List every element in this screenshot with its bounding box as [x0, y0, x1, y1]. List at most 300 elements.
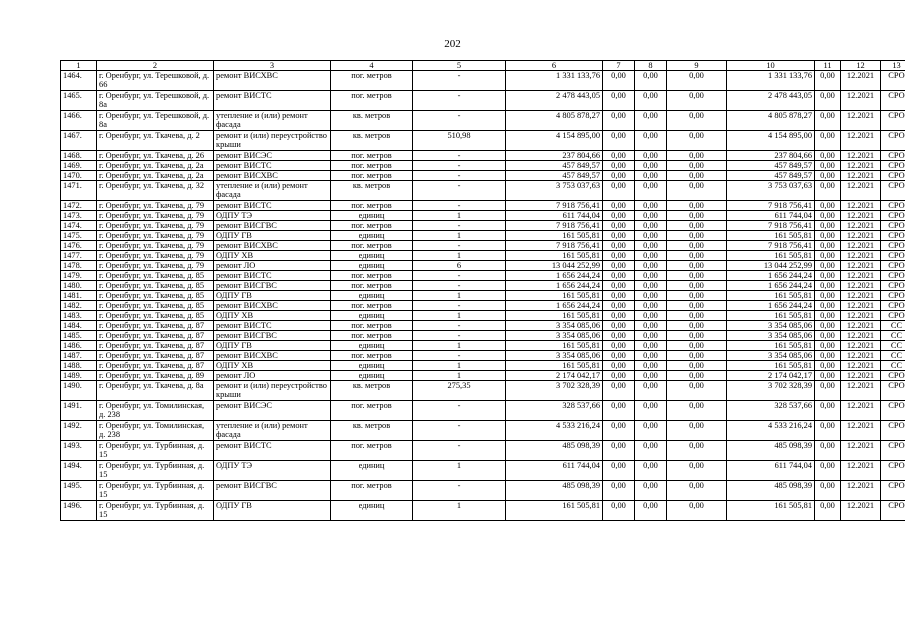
quantity-cell: 1: [413, 461, 506, 481]
work-type-cell: ремонт ВИСГВС: [214, 281, 331, 291]
quantity-cell: -: [413, 111, 506, 131]
completion-date-cell: 12.2021: [841, 221, 881, 231]
completion-date-cell: 12.2021: [841, 461, 881, 481]
header-cell-fund-method: 13: [881, 61, 905, 71]
fund-owners-cell: 1 331 133,76: [727, 71, 815, 91]
fund-method-cell: СРО: [881, 181, 905, 201]
table-row: [61, 241, 905, 251]
work-type-cell: ОДПУ ХВ: [214, 311, 331, 321]
quantity-cell: -: [413, 301, 506, 311]
fund-local-cell: 0,00: [667, 131, 727, 151]
work-type-cell: ремонт и (или) переустройство крыши: [214, 131, 331, 151]
fund-regional-cell: 0,00: [635, 401, 667, 421]
fund-other-cell: 0,00: [815, 421, 841, 441]
fund-owners-cell: 2 478 443,05: [727, 91, 815, 111]
work-type-cell: ремонт ВИСТС: [214, 271, 331, 281]
address-cell: г. Оренбург, ул. Ткачева, д. 2а: [97, 171, 214, 181]
fund-local-cell: 0,00: [667, 201, 727, 211]
fund-other-cell: 0,00: [815, 71, 841, 91]
fund-regional-cell: 0,00: [635, 111, 667, 131]
fund-local-cell: 0,00: [667, 241, 727, 251]
work-type-cell: ремонт ВИСГВС: [214, 221, 331, 231]
total-cost-cell: 2 478 443,05: [506, 91, 603, 111]
unit-cell: кв. метров: [331, 131, 413, 151]
row-number-cell: 1493.: [61, 441, 97, 461]
fund-method-cell: СРО: [881, 441, 905, 461]
table-row: [61, 351, 905, 361]
completion-date-cell: 12.2021: [841, 171, 881, 181]
total-cost-cell: 485 098,39: [506, 481, 603, 501]
table-row: [61, 251, 905, 261]
row-number-cell: 1482.: [61, 301, 97, 311]
fund-local-cell: 0,00: [667, 181, 727, 201]
address-cell: г. Оренбург, ул. Ткачева, д. 2а: [97, 161, 214, 171]
unit-cell: пог. метров: [331, 161, 413, 171]
fund-regional-cell: 0,00: [635, 461, 667, 481]
fund-method-cell: СРО: [881, 171, 905, 181]
fund-method-cell: СС: [881, 321, 905, 331]
fund-method-cell: СРО: [881, 281, 905, 291]
fund-federal-cell: 0,00: [603, 401, 635, 421]
quantity-cell: -: [413, 161, 506, 171]
fund-local-cell: 0,00: [667, 151, 727, 161]
work-type-cell: ОДПУ ГВ: [214, 341, 331, 351]
fund-federal-cell: 0,00: [603, 131, 635, 151]
completion-date-cell: 12.2021: [841, 301, 881, 311]
work-type-cell: ремонт ВИСТС: [214, 91, 331, 111]
fund-other-cell: 0,00: [815, 291, 841, 301]
fund-local-cell: 0,00: [667, 501, 727, 521]
table-row: [61, 281, 905, 291]
work-type-cell: ремонт ВИСТС: [214, 321, 331, 331]
fund-federal-cell: 0,00: [603, 221, 635, 231]
total-cost-cell: 2 174 042,17: [506, 371, 603, 381]
table-row: [61, 211, 905, 221]
address-cell: г. Оренбург, ул. Ткачева, д. 87: [97, 361, 214, 371]
fund-method-cell: СРО: [881, 421, 905, 441]
quantity-cell: 1: [413, 251, 506, 261]
header-cell-fund-owners: 10: [727, 61, 815, 71]
work-type-cell: утепление и (или) ремонт фасада: [214, 421, 331, 441]
fund-regional-cell: 0,00: [635, 181, 667, 201]
fund-method-cell: СРО: [881, 201, 905, 211]
address-cell: г. Оренбург, ул. Ткачева, д. 85: [97, 271, 214, 281]
table-row: [61, 201, 905, 211]
fund-other-cell: 0,00: [815, 181, 841, 201]
fund-method-cell: СРО: [881, 251, 905, 261]
fund-regional-cell: 0,00: [635, 131, 667, 151]
fund-owners-cell: 161 505,81: [727, 231, 815, 241]
address-cell: г. Оренбург, ул. Ткачева, д. 79: [97, 241, 214, 251]
fund-regional-cell: 0,00: [635, 271, 667, 281]
unit-cell: пог. метров: [331, 221, 413, 231]
total-cost-cell: 485 098,39: [506, 441, 603, 461]
fund-method-cell: СС: [881, 361, 905, 371]
total-cost-cell: 1 656 244,24: [506, 271, 603, 281]
total-cost-cell: 328 537,66: [506, 401, 603, 421]
completion-date-cell: 12.2021: [841, 281, 881, 291]
fund-method-cell: СРО: [881, 311, 905, 321]
completion-date-cell: 12.2021: [841, 251, 881, 261]
column-number-row: [61, 61, 905, 71]
row-number-cell: 1483.: [61, 311, 97, 321]
fund-owners-cell: 611 744,04: [727, 461, 815, 481]
work-type-cell: ремонт ВИСГВС: [214, 481, 331, 501]
total-cost-cell: 3 354 085,06: [506, 351, 603, 361]
table-row: [61, 421, 905, 441]
fund-regional-cell: 0,00: [635, 361, 667, 371]
fund-other-cell: 0,00: [815, 401, 841, 421]
row-number-cell: 1484.: [61, 321, 97, 331]
completion-date-cell: 12.2021: [841, 181, 881, 201]
unit-cell: пог. метров: [331, 301, 413, 311]
completion-date-cell: 12.2021: [841, 361, 881, 371]
fund-federal-cell: 0,00: [603, 91, 635, 111]
address-cell: г. Оренбург, ул. Турбинная, д. 15: [97, 501, 214, 521]
work-type-cell: ремонт ВИСЭС: [214, 151, 331, 161]
fund-federal-cell: 0,00: [603, 271, 635, 281]
fund-local-cell: 0,00: [667, 401, 727, 421]
quantity-cell: 6: [413, 261, 506, 271]
unit-cell: кв. метров: [331, 111, 413, 131]
quantity-cell: 1: [413, 311, 506, 321]
unit-cell: единиц: [331, 231, 413, 241]
table-row: [61, 271, 905, 281]
header-cell-fund-regional: 8: [635, 61, 667, 71]
address-cell: г. Оренбург, ул. Ткачева, д. 32: [97, 181, 214, 201]
header-cell-row-number: 1: [61, 61, 97, 71]
fund-owners-cell: 237 804,66: [727, 151, 815, 161]
completion-date-cell: 12.2021: [841, 201, 881, 211]
fund-owners-cell: 1 656 244,24: [727, 301, 815, 311]
work-type-cell: утепление и (или) ремонт фасада: [214, 111, 331, 131]
address-cell: г. Оренбург, ул. Ткачева, д. 79: [97, 201, 214, 211]
row-number-cell: 1496.: [61, 501, 97, 521]
quantity-cell: -: [413, 201, 506, 211]
address-cell: г. Оренбург, ул. Турбинная, д. 15: [97, 481, 214, 501]
total-cost-cell: 161 505,81: [506, 311, 603, 321]
table-row: [61, 181, 905, 201]
fund-local-cell: 0,00: [667, 361, 727, 371]
row-number-cell: 1468.: [61, 151, 97, 161]
fund-owners-cell: 2 174 042,17: [727, 371, 815, 381]
address-cell: г. Оренбург, ул. Ткачева, д. 2: [97, 131, 214, 151]
total-cost-cell: 161 505,81: [506, 341, 603, 351]
fund-owners-cell: 485 098,39: [727, 441, 815, 461]
table-row: [61, 341, 905, 351]
fund-regional-cell: 0,00: [635, 311, 667, 321]
fund-federal-cell: 0,00: [603, 441, 635, 461]
unit-cell: единиц: [331, 211, 413, 221]
fund-regional-cell: 0,00: [635, 481, 667, 501]
unit-cell: пог. метров: [331, 281, 413, 291]
fund-other-cell: 0,00: [815, 501, 841, 521]
header-cell-fund-local: 9: [667, 61, 727, 71]
row-number-cell: 1475.: [61, 231, 97, 241]
work-type-cell: ремонт ЛО: [214, 261, 331, 271]
row-number-cell: 1467.: [61, 131, 97, 151]
fund-federal-cell: 0,00: [603, 311, 635, 321]
fund-other-cell: 0,00: [815, 261, 841, 271]
total-cost-cell: 457 849,57: [506, 171, 603, 181]
fund-other-cell: 0,00: [815, 331, 841, 341]
fund-federal-cell: 0,00: [603, 461, 635, 481]
total-cost-cell: 237 804,66: [506, 151, 603, 161]
address-cell: г. Оренбург, ул. Ткачева, д. 26: [97, 151, 214, 161]
address-cell: г. Оренбург, ул. Ткачева, д. 89: [97, 371, 214, 381]
quantity-cell: -: [413, 441, 506, 461]
work-type-cell: ОДПУ ТЭ: [214, 461, 331, 481]
unit-cell: пог. метров: [331, 481, 413, 501]
header-cell-quantity: 5: [413, 61, 506, 71]
fund-local-cell: 0,00: [667, 281, 727, 291]
address-cell: г. Оренбург, ул. Терешковой, д. 8а: [97, 91, 214, 111]
fund-other-cell: 0,00: [815, 131, 841, 151]
unit-cell: пог. метров: [331, 401, 413, 421]
quantity-cell: 1: [413, 231, 506, 241]
fund-method-cell: СРО: [881, 151, 905, 161]
fund-federal-cell: 0,00: [603, 301, 635, 311]
fund-regional-cell: 0,00: [635, 211, 667, 221]
completion-date-cell: 12.2021: [841, 341, 881, 351]
page-number: 202: [444, 38, 461, 50]
quantity-cell: 1: [413, 501, 506, 521]
fund-regional-cell: 0,00: [635, 261, 667, 271]
fund-local-cell: 0,00: [667, 301, 727, 311]
work-type-cell: ремонт и (или) переустройство крыши: [214, 381, 331, 401]
unit-cell: единиц: [331, 291, 413, 301]
fund-owners-cell: 3 753 037,63: [727, 181, 815, 201]
address-cell: г. Оренбург, ул. Ткачева, д. 79: [97, 211, 214, 221]
fund-local-cell: 0,00: [667, 341, 727, 351]
unit-cell: пог. метров: [331, 151, 413, 161]
fund-other-cell: 0,00: [815, 371, 841, 381]
unit-cell: пог. метров: [331, 201, 413, 211]
row-number-cell: 1473.: [61, 211, 97, 221]
fund-method-cell: СРО: [881, 161, 905, 171]
row-number-cell: 1474.: [61, 221, 97, 231]
fund-regional-cell: 0,00: [635, 241, 667, 251]
total-cost-cell: 161 505,81: [506, 291, 603, 301]
total-cost-cell: 457 849,57: [506, 161, 603, 171]
fund-other-cell: 0,00: [815, 161, 841, 171]
quantity-cell: -: [413, 171, 506, 181]
fund-regional-cell: 0,00: [635, 291, 667, 301]
fund-regional-cell: 0,00: [635, 231, 667, 241]
fund-federal-cell: 0,00: [603, 481, 635, 501]
fund-other-cell: 0,00: [815, 171, 841, 181]
table-row: [61, 261, 905, 271]
fund-owners-cell: 1 656 244,24: [727, 271, 815, 281]
fund-owners-cell: 13 044 252,99: [727, 261, 815, 271]
total-cost-cell: 3 753 037,63: [506, 181, 603, 201]
address-cell: г. Оренбург, ул. Ткачева, д. 85: [97, 301, 214, 311]
fund-owners-cell: 161 505,81: [727, 361, 815, 371]
completion-date-cell: 12.2021: [841, 211, 881, 221]
header-cell-fund-other: 11: [815, 61, 841, 71]
fund-local-cell: 0,00: [667, 221, 727, 231]
fund-federal-cell: 0,00: [603, 371, 635, 381]
table-row: [61, 291, 905, 301]
completion-date-cell: 12.2021: [841, 331, 881, 341]
fund-method-cell: СРО: [881, 301, 905, 311]
capital-repair-table: [60, 60, 905, 521]
address-cell: г. Оренбург, ул. Ткачева, д. 85: [97, 291, 214, 301]
work-type-cell: ОДПУ ГВ: [214, 501, 331, 521]
fund-local-cell: 0,00: [667, 331, 727, 341]
completion-date-cell: 12.2021: [841, 131, 881, 151]
work-type-cell: ОДПУ ГВ: [214, 231, 331, 241]
fund-other-cell: 0,00: [815, 91, 841, 111]
fund-method-cell: СС: [881, 341, 905, 351]
address-cell: г. Оренбург, ул. Терешковой, д. 8а: [97, 111, 214, 131]
unit-cell: единиц: [331, 341, 413, 351]
address-cell: г. Оренбург, ул. Ткачева, д. 85: [97, 311, 214, 321]
fund-owners-cell: 457 849,57: [727, 171, 815, 181]
fund-local-cell: 0,00: [667, 231, 727, 241]
fund-regional-cell: 0,00: [635, 71, 667, 91]
address-cell: г. Оренбург, ул. Томилинская, д. 238: [97, 401, 214, 421]
work-type-cell: ОДПУ ХВ: [214, 251, 331, 261]
completion-date-cell: 12.2021: [841, 271, 881, 281]
fund-federal-cell: 0,00: [603, 171, 635, 181]
work-type-cell: ремонт ЛО: [214, 371, 331, 381]
work-type-cell: ремонт ВИСХВС: [214, 171, 331, 181]
row-number-cell: 1479.: [61, 271, 97, 281]
fund-local-cell: 0,00: [667, 441, 727, 461]
quantity-cell: -: [413, 321, 506, 331]
fund-other-cell: 0,00: [815, 361, 841, 371]
quantity-cell: -: [413, 281, 506, 291]
row-number-cell: 1470.: [61, 171, 97, 181]
address-cell: г. Оренбург, ул. Ткачева, д. 79: [97, 261, 214, 271]
address-cell: г. Оренбург, ул. Ткачева, д. 87: [97, 331, 214, 341]
fund-method-cell: СРО: [881, 291, 905, 301]
completion-date-cell: 12.2021: [841, 291, 881, 301]
row-number-cell: 1485.: [61, 331, 97, 341]
unit-cell: кв. метров: [331, 181, 413, 201]
fund-owners-cell: 7 918 756,41: [727, 241, 815, 251]
work-type-cell: ОДПУ ГВ: [214, 291, 331, 301]
fund-local-cell: 0,00: [667, 321, 727, 331]
fund-regional-cell: 0,00: [635, 161, 667, 171]
fund-owners-cell: 4 805 878,27: [727, 111, 815, 131]
row-number-cell: 1477.: [61, 251, 97, 261]
unit-cell: единиц: [331, 361, 413, 371]
fund-other-cell: 0,00: [815, 271, 841, 281]
row-number-cell: 1480.: [61, 281, 97, 291]
fund-federal-cell: 0,00: [603, 231, 635, 241]
work-type-cell: ремонт ВИСХВС: [214, 71, 331, 91]
fund-owners-cell: 3 702 328,39: [727, 381, 815, 401]
fund-owners-cell: 161 505,81: [727, 341, 815, 351]
work-type-cell: ОДПУ ХВ: [214, 361, 331, 371]
work-type-cell: ремонт ВИСХВС: [214, 351, 331, 361]
fund-local-cell: 0,00: [667, 351, 727, 361]
total-cost-cell: 161 505,81: [506, 501, 603, 521]
total-cost-cell: 1 656 244,24: [506, 301, 603, 311]
unit-cell: единиц: [331, 371, 413, 381]
fund-other-cell: 0,00: [815, 281, 841, 291]
fund-local-cell: 0,00: [667, 71, 727, 91]
total-cost-cell: 3 354 085,06: [506, 331, 603, 341]
fund-method-cell: СС: [881, 351, 905, 361]
fund-local-cell: 0,00: [667, 381, 727, 401]
unit-cell: пог. метров: [331, 171, 413, 181]
fund-method-cell: СРО: [881, 91, 905, 111]
fund-owners-cell: 161 505,81: [727, 251, 815, 261]
table-row: [61, 301, 905, 311]
fund-regional-cell: 0,00: [635, 201, 667, 211]
row-number-cell: 1486.: [61, 341, 97, 351]
fund-federal-cell: 0,00: [603, 251, 635, 261]
total-cost-cell: 3 702 328,39: [506, 381, 603, 401]
fund-regional-cell: 0,00: [635, 251, 667, 261]
fund-other-cell: 0,00: [815, 241, 841, 251]
address-cell: г. Оренбург, ул. Турбинная, д. 15: [97, 441, 214, 461]
completion-date-cell: 12.2021: [841, 161, 881, 171]
fund-federal-cell: 0,00: [603, 201, 635, 211]
quantity-cell: -: [413, 421, 506, 441]
fund-other-cell: 0,00: [815, 251, 841, 261]
table-row: [61, 151, 905, 161]
work-type-cell: ремонт ВИСТС: [214, 201, 331, 211]
fund-regional-cell: 0,00: [635, 301, 667, 311]
quantity-cell: 510,98: [413, 131, 506, 151]
fund-other-cell: 0,00: [815, 341, 841, 351]
work-type-cell: ОДПУ ТЭ: [214, 211, 331, 221]
fund-other-cell: 0,00: [815, 111, 841, 131]
completion-date-cell: 12.2021: [841, 351, 881, 361]
quantity-cell: 1: [413, 371, 506, 381]
fund-owners-cell: 328 537,66: [727, 401, 815, 421]
unit-cell: единиц: [331, 261, 413, 271]
fund-method-cell: СРО: [881, 241, 905, 251]
total-cost-cell: 7 918 756,41: [506, 221, 603, 231]
fund-method-cell: СРО: [881, 381, 905, 401]
total-cost-cell: 3 354 085,06: [506, 321, 603, 331]
work-type-cell: ремонт ВИСТС: [214, 441, 331, 461]
unit-cell: пог. метров: [331, 441, 413, 461]
fund-local-cell: 0,00: [667, 251, 727, 261]
unit-cell: пог. метров: [331, 71, 413, 91]
completion-date-cell: 12.2021: [841, 71, 881, 91]
address-cell: г. Оренбург, ул. Ткачева, д. 8а: [97, 381, 214, 401]
header-cell-unit: 4: [331, 61, 413, 71]
fund-other-cell: 0,00: [815, 221, 841, 231]
fund-federal-cell: 0,00: [603, 181, 635, 201]
total-cost-cell: 1 331 133,76: [506, 71, 603, 91]
total-cost-cell: 7 918 756,41: [506, 241, 603, 251]
table-row: [61, 311, 905, 321]
unit-cell: пог. метров: [331, 331, 413, 341]
table-row: [61, 371, 905, 381]
address-cell: г. Оренбург, ул. Ткачева, д. 79: [97, 251, 214, 261]
quantity-cell: 275,35: [413, 381, 506, 401]
row-number-cell: 1476.: [61, 241, 97, 251]
total-cost-cell: 4 154 895,00: [506, 131, 603, 151]
fund-local-cell: 0,00: [667, 421, 727, 441]
fund-local-cell: 0,00: [667, 291, 727, 301]
row-number-cell: 1464.: [61, 71, 97, 91]
completion-date-cell: 12.2021: [841, 261, 881, 271]
fund-federal-cell: 0,00: [603, 281, 635, 291]
total-cost-cell: 161 505,81: [506, 361, 603, 371]
quantity-cell: -: [413, 331, 506, 341]
address-cell: г. Оренбург, ул. Турбинная, д. 15: [97, 461, 214, 481]
completion-date-cell: 12.2021: [841, 481, 881, 501]
unit-cell: единиц: [331, 461, 413, 481]
